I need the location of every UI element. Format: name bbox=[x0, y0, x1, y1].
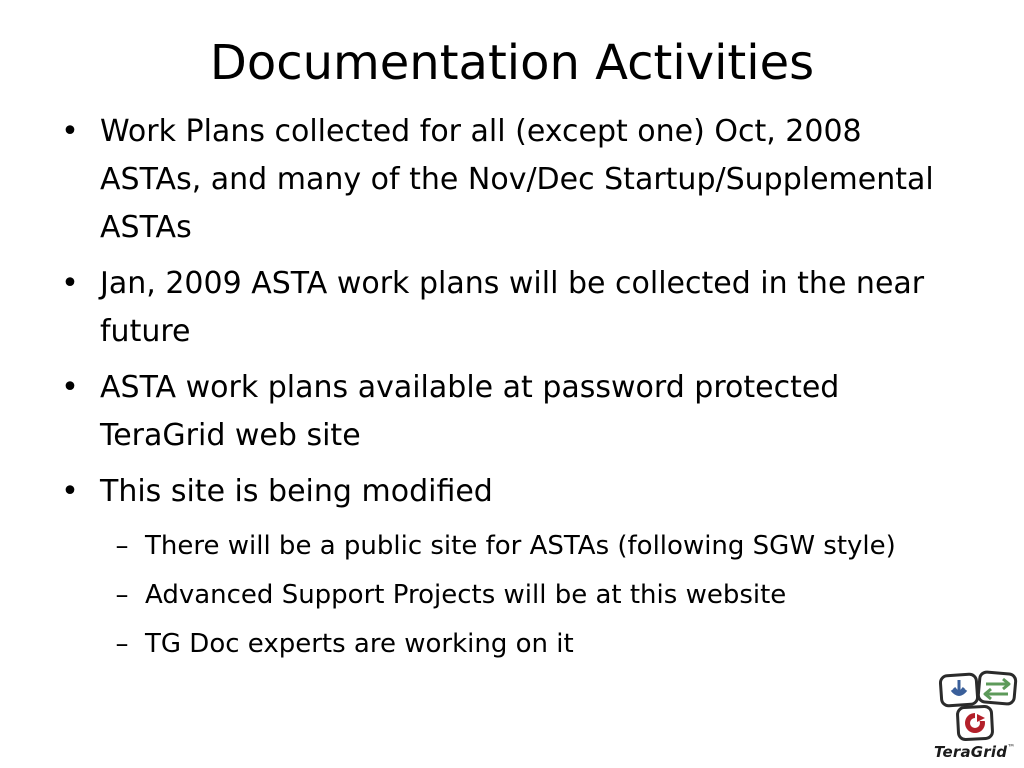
bullet-text: Work Plans collected for all (except one) Oct, 2008 ASTAs, and many of the Nov/Dec Startup/Supplemental ASTAs bbox=[100, 114, 934, 245]
transfer-arrows-icon bbox=[978, 671, 1016, 704]
sub-bullet-text: TG Doc experts are working on it bbox=[145, 629, 574, 659]
sub-bullet-group bbox=[58, 524, 958, 666]
dash-glyph: – bbox=[115, 531, 129, 561]
sub-bullet-list bbox=[58, 524, 958, 666]
bullet-text: Jan, 2009 ASTA work plans will be collected in the near future bbox=[100, 266, 925, 349]
dash-glyph: – bbox=[115, 629, 129, 659]
bullet-glyph: • bbox=[61, 370, 79, 405]
bullet-item bbox=[58, 468, 958, 516]
bullet-glyph: • bbox=[61, 266, 79, 301]
refresh-icon bbox=[957, 706, 993, 740]
teragrid-wordmark bbox=[934, 743, 1015, 761]
bullet-item bbox=[58, 364, 958, 460]
sub-bullet-text: Advanced Support Projects will be at this website bbox=[145, 580, 787, 610]
bullet-glyph: • bbox=[61, 474, 79, 509]
bullet-glyph: • bbox=[61, 114, 79, 149]
sub-bullet-item bbox=[58, 524, 958, 568]
wordmark-text: TeraGrid bbox=[934, 743, 1008, 761]
bullet-item bbox=[58, 108, 958, 252]
dash-glyph: – bbox=[115, 580, 129, 610]
trademark-symbol: ™ bbox=[1007, 743, 1016, 752]
bullet-text: This site is being modified bbox=[100, 474, 493, 509]
bullet-item bbox=[58, 260, 958, 356]
slide-title: Documentation Activities bbox=[209, 35, 815, 91]
sub-bullet-item bbox=[58, 573, 958, 617]
bullet-list bbox=[58, 108, 958, 671]
sub-bullet-text: There will be a public site for ASTAs (following SGW style) bbox=[145, 531, 896, 561]
download-icon bbox=[940, 674, 978, 706]
bullet-text: ASTA work plans available at password protected TeraGrid web site bbox=[100, 370, 840, 453]
sub-bullet-item bbox=[58, 622, 958, 666]
